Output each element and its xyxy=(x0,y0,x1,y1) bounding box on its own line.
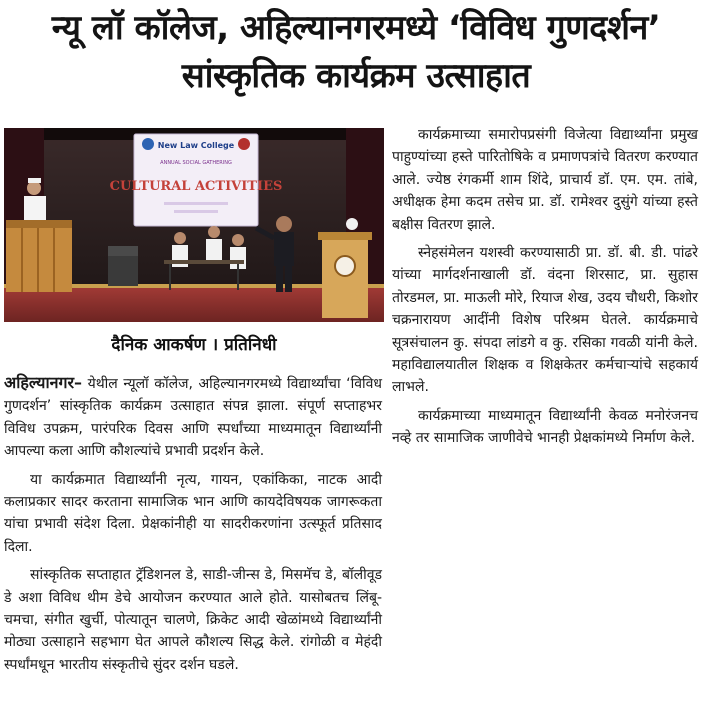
byline: दैनिक आकर्षण । प्रतिनिधी xyxy=(111,335,277,355)
article-paragraph-5: स्नेहसंमेलन यशस्वी करण्यासाठी प्रा. डॉ. बी. डी. पांढरे यांच्या मार्गदर्शनाखाली डॉ. वंदना शिरसाट, प्रा. सुहास तोरडमल, प्रा. माऊली मोरे, रियाज शेख, उदय चौधरी, किशोर चक्रनारायण आदींनी विशेष परिश्रम घेतले. कार्यक्रमाचे सूत्रसंचालन कु. संपदा लांडगे व कु. रसिका गवळी यांनी केले. महाविद्यालयातील शिक्षक व शिक्षकेतर कर्मचाऱ्यांचे सहकार्य लाभले. xyxy=(392,245,698,396)
article-column-left xyxy=(4,372,382,676)
article-paragraph-1 xyxy=(4,372,382,463)
banner-subheading: ANNUAL SOCIAL GATHERING xyxy=(160,160,232,166)
banner-logo-text: New Law College xyxy=(157,141,235,150)
event-photo xyxy=(4,128,384,322)
headline: न्यू लॉ कॉलेज, अहिल्यानगरमध्ये ‘विविध गुणदर्शन’ सांस्कृतिक कार्यक्रम उत्साहात xyxy=(51,8,661,96)
banner-title: CULTURAL ACTIVITIES xyxy=(109,179,283,194)
article-column-right xyxy=(392,124,698,450)
dateline: अहिल्यानगर– xyxy=(4,373,83,392)
paragraph-1-text: येथील न्यूलॉ कॉलेज, अहिल्यानगरमध्ये विद्यार्थ्यांचा ‘विविध गुणदर्शन’ सांस्कृतिक कार्यक्रम उत्साहात संपन्न झाला. संपूर्ण सप्ताहभर विविध उपक्रम, पारंपरिक दिवस आणि स्पर्धांच्या माध्यमातून विद्यार्थ्यांनी आपल्या कला आणि कौशल्यांचे प्रभावी प्रदर्शन केले. xyxy=(4,376,382,460)
article-paragraph-4: कार्यक्रमाच्या समारोपप्रसंगी विजेत्या विद्यार्थ्यांना प्रमुख पाहुण्यांच्या हस्ते पारितोषिके व प्रमाणपत्रांचे वितरण करण्यात आले. ज्येष्ठ रंगकर्मी शाम शिंदे, प्राचार्य डॉ. एम. एम. तांबे, अधीक्षक हेमा कदम तसेच प्रा. डॉ. रामेश्वर दुसुंगे यांच्या हस्ते बक्षीस वितरण झाले. xyxy=(392,127,698,233)
article-paragraph-6: कार्यक्रमाच्या माध्यमातून विद्यार्थ्यांनी केवळ मनोरंजनच नव्हे तर सामाजिक जाणीवेचे भानही प्रेक्षकांमध्ये निर्माण केले. xyxy=(392,407,698,447)
article-paragraph-3: सांस्कृतिक सप्ताहात ट्रॅडिशनल डे, साडी-जीन्स डे, मिसमॅच डे, बॉलीवूड डे अशा विविध थीम डेचे आयोजन करण्यात आले होते. यासोबतच लिंबू-चमचा, संगीत खुर्ची, पोत्यातून चालणे, क्रिकेट आदी खेळांमध्ये विद्यार्थ्यांनी मोठ्या उत्साहाने सहभाग घेत आपले कौशल्य सिद्ध केले. रांगोळी व मेहंदी स्पर्धांमधून भारतीय संस्कृतीचे सुंदर दर्शन घडले. xyxy=(4,567,382,673)
article-paragraph-2: या कार्यक्रमात विद्यार्थ्यांनी नृत्य, गायन, एकांकिका, नाटक आदी कलाप्रकार सादर करताना सामाजिक भान आणि कायदेविषयक जागरूकता यांचा प्रभावी संदेश दिला. प्रेक्षकांनीही या सादरीकरणांना उत्स्फूर्त प्रतिसाद दिला. xyxy=(4,471,382,555)
